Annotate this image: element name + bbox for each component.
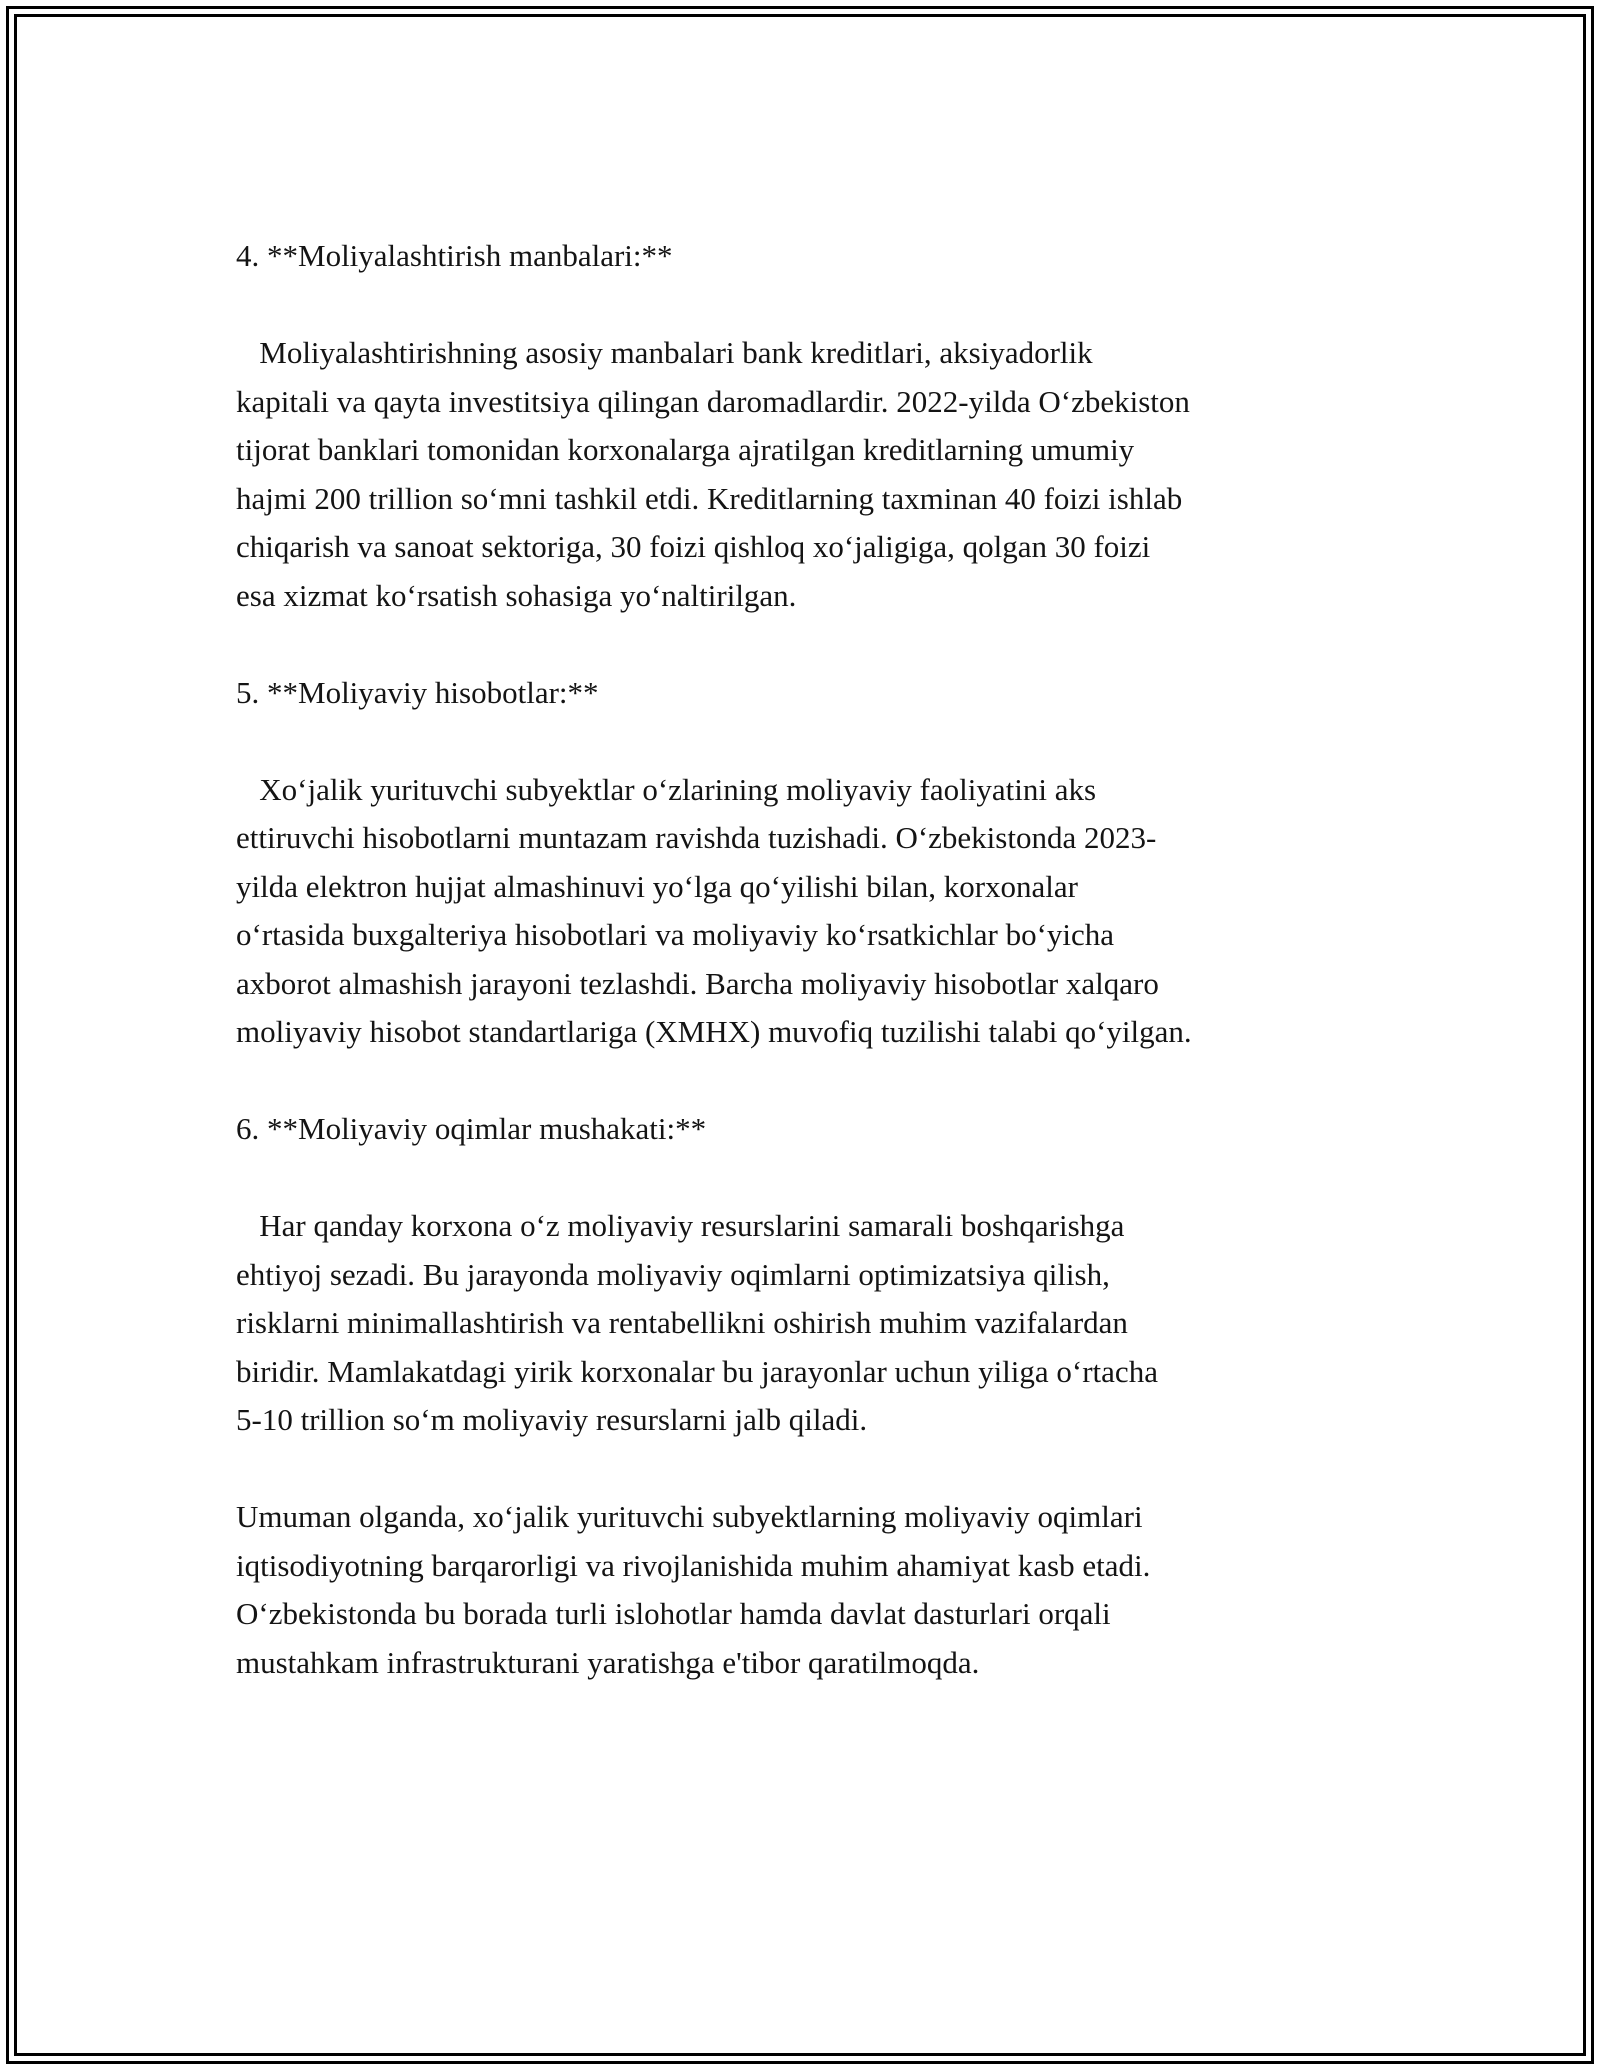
- paragraph-line: ettiruvchi hisobotlarni muntazam ravishda tuzishadi. O‘zbekistonda 2023-: [236, 820, 1157, 855]
- paragraph-line: risklarni minimallashtirish va rentabellikni oshirish muhim vazifalardan: [236, 1305, 1128, 1340]
- paragraph-line: biridir. Mamlakatdagi yirik korxonalar bu jarayonlar uchun yiliga o‘rtacha: [236, 1353, 1158, 1389]
- paragraph-line: O‘zbekistonda bu borada turli islohotlar hamda davlat dasturlari orqali: [236, 1596, 1111, 1631]
- section-heading: 5. **Moliyaviy hisobotlar:**: [236, 674, 599, 710]
- paragraph-line: o‘rtasida buxgalteriya hisobotlari va moliyaviy ko‘rsatkichlar bo‘yicha: [236, 917, 1115, 952]
- paragraph-line: Umuman olganda, xo‘jalik yurituvchi subyektlarning moliyaviy oqimlari: [236, 1499, 1143, 1534]
- document-body: [236, 232, 1376, 1736]
- paragraph-line: Xo‘jalik yurituvchi subyektlar o‘zlarining moliyaviy faoliyatini aks: [236, 771, 1097, 807]
- paragraph-line: kapitali va qayta investitsiya qilingan daromadlardir. 2022-yilda O‘zbekiston: [236, 383, 1190, 419]
- paragraph-line: iqtisodiyotning barqarorligi va rivojlanishida muhim ahamiyat kasb etadi.: [236, 1547, 1151, 1583]
- paragraph-line: esa xizmat ko‘rsatish sohasiga yo‘naltirilgan.: [236, 577, 797, 613]
- paragraph-line: hajmi 200 trillion so‘mni tashkil etdi. Kreditlarning taxminan 40 foizi ishlab: [236, 480, 1183, 516]
- paragraph-line: axborot almashish jarayoni tezlashdi. Barcha moliyaviy hisobotlar xalqaro: [236, 965, 1159, 1001]
- paragraph-line: Har qanday korxona o‘z moliyaviy resurslarini samarali boshqarishga: [236, 1208, 1125, 1243]
- section-paragraph: [236, 1202, 1376, 1445]
- section-heading: 4. **Moliyalashtirish manbalari:**: [236, 238, 673, 273]
- paragraph-line: mustahkam infrastrukturani yaratishga e'tibor qaratilmoqda.: [236, 1644, 980, 1680]
- section-paragraph: [236, 766, 1376, 1057]
- paragraph-line: chiqarish va sanoat sektoriga, 30 foizi qishloq xo‘jaligiga, qolgan 30 foizi: [236, 529, 1151, 564]
- conclusion-paragraph: [236, 1493, 1376, 1687]
- section-paragraph: [236, 329, 1376, 620]
- paragraph-line: Moliyalashtirishning asosiy manbalari bank kreditlari, aksiyadorlik: [236, 335, 1093, 370]
- paragraph-line: 5-10 trillion so‘m moliyaviy resurslarni jalb qiladi.: [236, 1402, 868, 1437]
- paragraph-line: ehtiyoj sezadi. Bu jarayonda moliyaviy oqimlarni optimizatsiya qilish,: [236, 1256, 1110, 1292]
- paragraph-line: yilda elektron hujjat almashinuvi yo‘lga qo‘yilishi bilan, korxonalar: [236, 868, 1078, 904]
- paragraph-line: tijorat banklari tomonidan korxonalarga ajratilgan kreditlarning umumiy: [236, 432, 1135, 467]
- paragraph-line: moliyaviy hisobot standartlariga (XMHX) muvofiq tuzilishi talabi qo‘yilgan.: [236, 1014, 1192, 1049]
- section-heading: 6. **Moliyaviy oqimlar mushakati:**: [236, 1111, 707, 1146]
